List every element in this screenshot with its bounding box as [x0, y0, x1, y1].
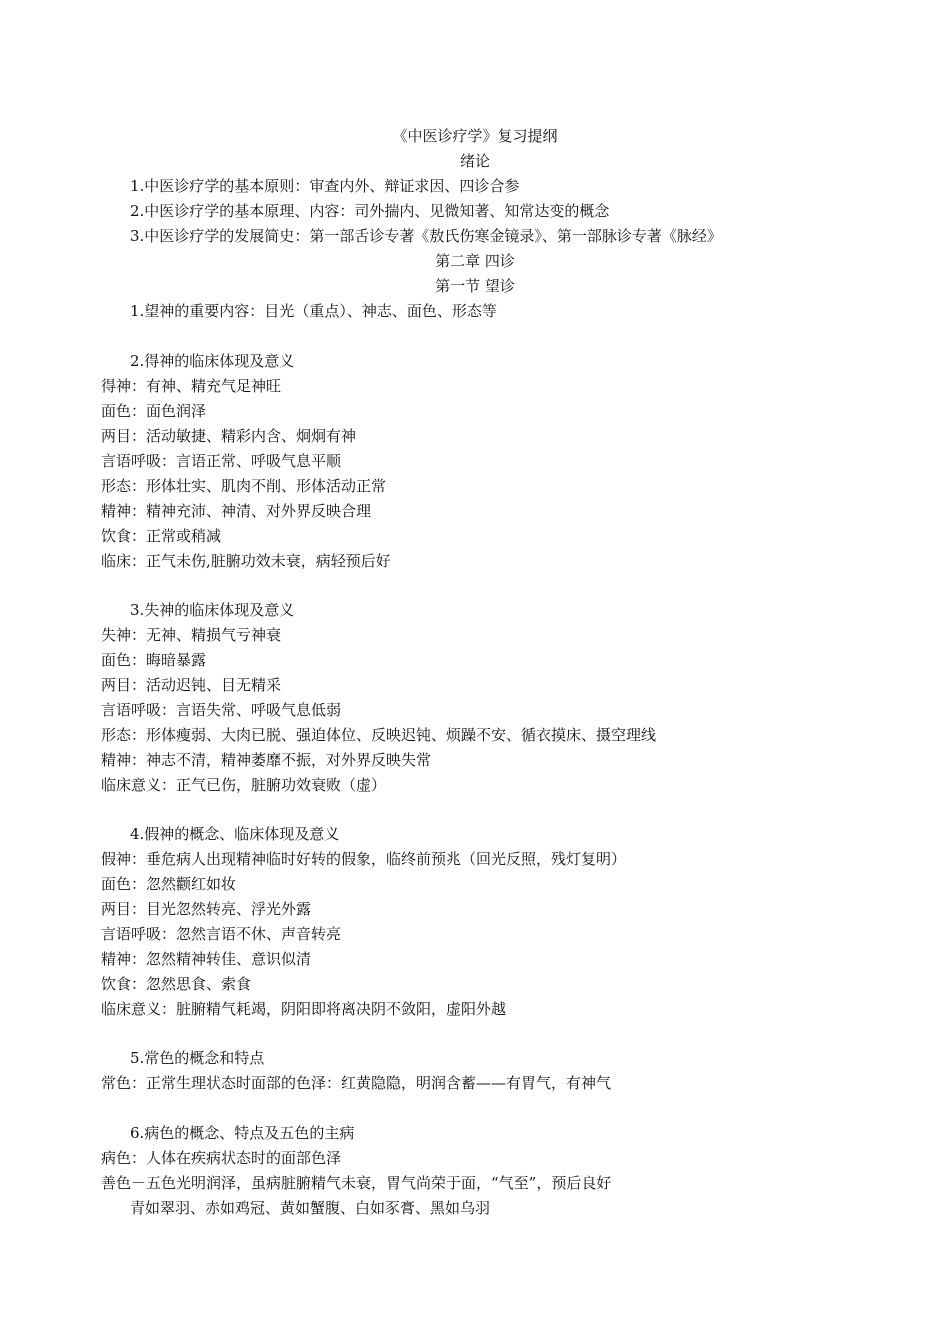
item-heading: 4.假神的概念、临床体现及意义: [130, 825, 340, 843]
body-line: 言语呼吸：言语正常、呼吸气息平顺: [101, 452, 342, 470]
body-line: 假神：垂危病人出现精神临时好转的假象，临终前预兆（回光反照，残灯复明）: [101, 850, 627, 868]
chapter-heading: 第二章 四诊: [435, 252, 515, 270]
body-line: 临床意义：正气已伤，脏腑功效衰败（虚）: [101, 776, 387, 794]
body-line: 形态：形体壮实、肌肉不削、形体活动正常: [101, 477, 387, 495]
body-line: 失神：无神、精损气亏神衰: [101, 626, 282, 644]
body-line: 得神：有神、精充气足神旺: [101, 377, 282, 395]
body-line: 形态：形体瘦弱、大肉已脱、强迫体位、反映迟钝、烦躁不安、循衣摸床、摄空理线: [101, 726, 657, 744]
body-line: 面色：晦暗暴露: [101, 651, 207, 669]
item-heading: 2.得神的临床体现及意义: [130, 352, 295, 370]
body-line: 精神：忽然精神转佳、意识似清: [101, 950, 312, 968]
item-heading: 3.失神的临床体现及意义: [130, 601, 295, 619]
intro-item: 1.中医诊疗学的基本原则：审查内外、辩证求因、四诊合参: [130, 177, 520, 195]
body-line-indented: 青如翠羽、赤如鸡冠、黄如蟹腹、白如豕膏、黑如乌羽: [130, 1199, 491, 1217]
document-title: 《中医诊疗学》复习提纲: [392, 127, 558, 145]
body-line: 饮食：正常或稍减: [101, 527, 222, 545]
body-line: 精神：精神充沛、神清、对外界反映合理: [101, 502, 372, 520]
body-line: 精神：神志不清，精神萎靡不振，对外界反映失常: [101, 751, 432, 769]
body-line: 言语呼吸：言语失常、呼吸气息低弱: [101, 701, 342, 719]
intro-item: 2.中医诊疗学的基本原理、内容：司外揣内、见微知著、知常达变的概念: [130, 202, 610, 220]
body-line: 面色：忽然颧红如妆: [101, 875, 237, 893]
body-line: 面色：面色润泽: [101, 402, 207, 420]
body-line: 临床：正气未伤,脏腑功效未衰，病轻预后好: [101, 552, 391, 570]
section-heading: 第一节 望诊: [435, 277, 515, 295]
body-line: 两目：目光忽然转亮、浮光外露: [101, 900, 312, 918]
body-line: 常色：正常生理状态时面部的色泽：红黄隐隐，明润含蓄——有胃气，有神气: [101, 1074, 612, 1092]
body-line: 两目：活动敏捷、精彩内含、炯炯有神: [101, 427, 357, 445]
item-heading: 6.病色的概念、特点及五色的主病: [130, 1124, 355, 1142]
body-line: 善色－五色光明润泽，虽病脏腑精气未衰，胃气尚荣于面，“气至”，预后良好: [101, 1174, 612, 1192]
item-heading: 5.常色的概念和特点: [130, 1049, 265, 1067]
intro-item: 3.中医诊疗学的发展简史：第一部舌诊专著《敖氏伤寒金镜录》、第一部脉诊专著《脉经》: [130, 227, 722, 245]
body-line: 临床意义：脏腑精气耗竭，阴阳即将离决阴不敛阳，虚阳外越: [101, 1000, 507, 1018]
body-line: 言语呼吸：忽然言语不休、声音转亮: [101, 925, 342, 943]
intro-heading: 绪论: [459, 152, 490, 170]
body-line: 两目：活动迟钝、目无精采: [101, 676, 282, 694]
body-line: 病色：人体在疾病状态时的面部色泽: [101, 1149, 342, 1167]
body-line: 饮食：忽然思食、索食: [101, 975, 252, 993]
item-heading: 1.望神的重要内容：目光（重点）、神志、面色、形态等: [130, 302, 497, 320]
